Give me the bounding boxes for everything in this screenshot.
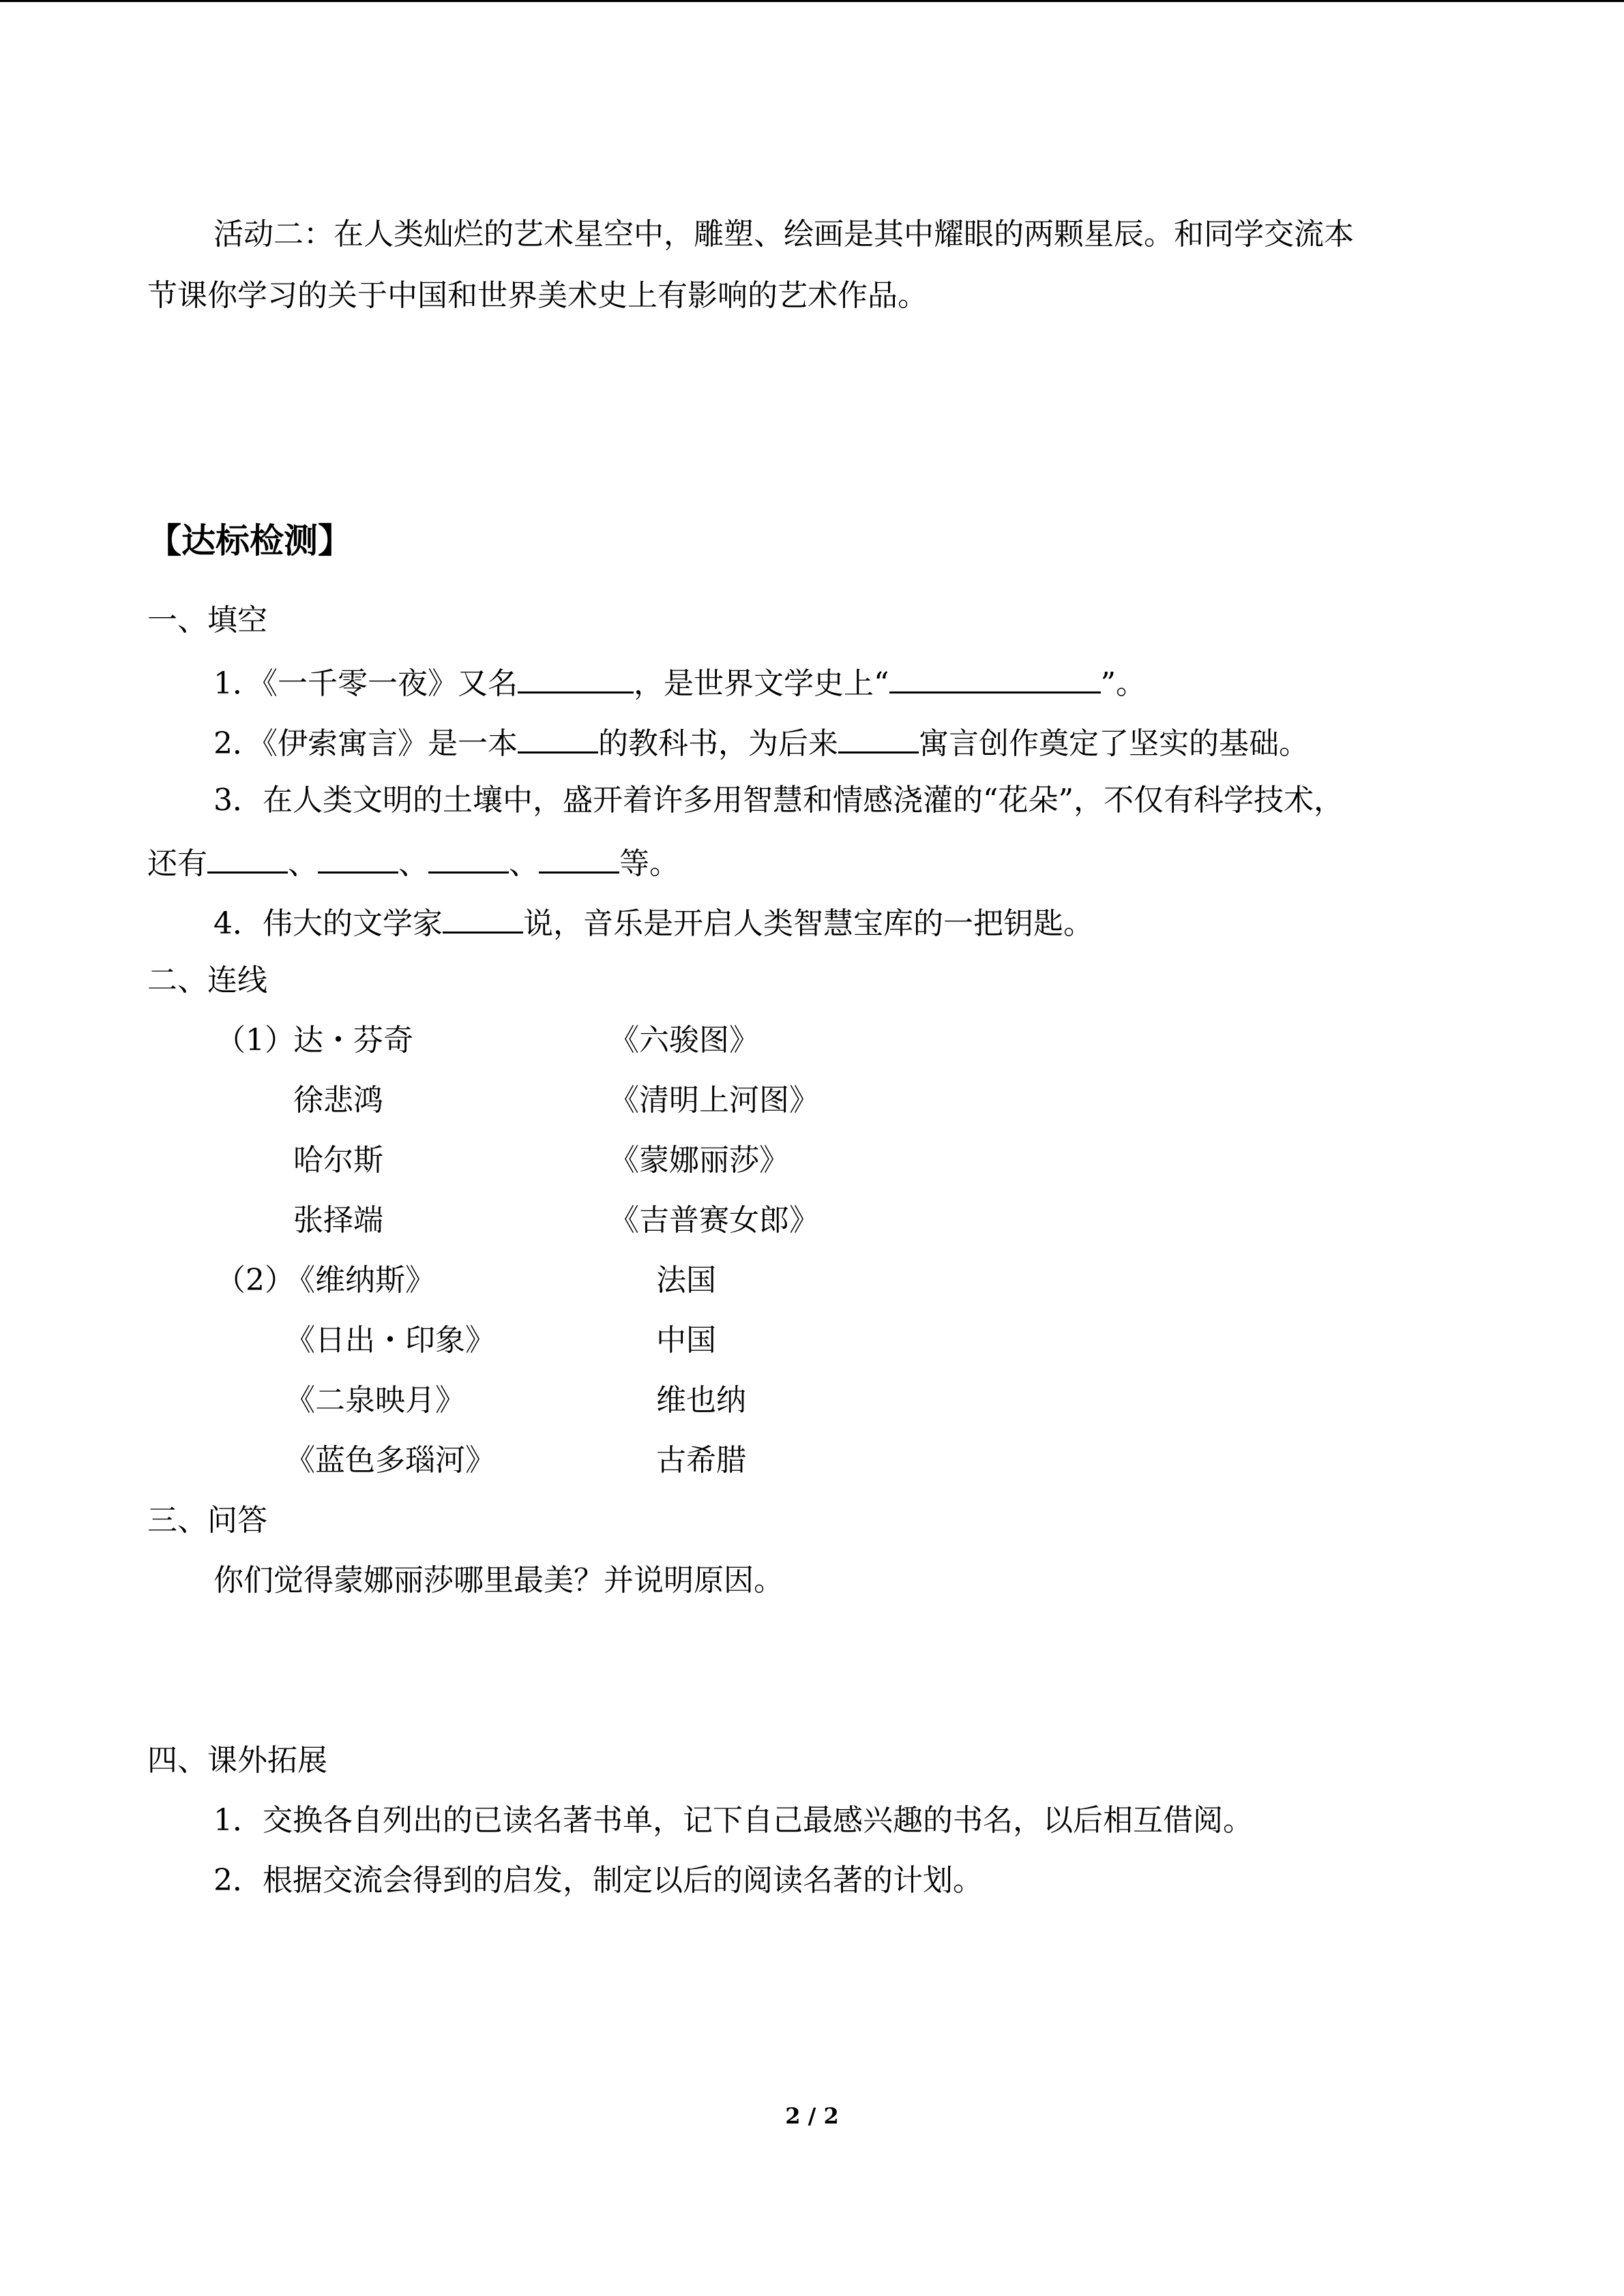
q1-blank-2[interactable] [889,660,1101,694]
q4-blank-1[interactable] [443,900,523,934]
fill-blank-q3-line2 [147,840,679,884]
q2-text-c: 寓言创作奠定了坚实的基础。 [919,726,1309,761]
match-group1-left-1[interactable]: 达・芬奇 [293,1023,413,1058]
q3-sep-1: 、 [288,846,318,881]
qa-question: 你们觉得蒙娜丽莎哪里最美？并说明原因。 [213,1563,784,1598]
q4-text-b: 说，音乐是开启人类智慧宝库的一把钥匙。 [523,906,1093,941]
matching-heading: 二、连线 [147,963,267,998]
q3-blank-1[interactable] [207,840,288,874]
q1-text-a: 1．《一千零一夜》又名 [213,666,518,701]
match-group1-right-1[interactable]: 《六骏图》 [609,1023,759,1058]
extension-heading: 四、课外拓展 [147,1743,327,1778]
fill-blank-q4 [213,900,1093,944]
qa-heading: 三、问答 [147,1503,267,1538]
match-group1-left-3[interactable]: 哈尔斯 [293,1143,383,1178]
extension-item-2: 2．根据交流会得到的启发，制定以后的阅读名著的计划。 [213,1863,983,1898]
page-number: 2 / 2 [785,2103,839,2129]
q2-text-a: 2．《伊索寓言》是一本 [213,726,518,761]
q1-text-c: ”。 [1100,666,1146,701]
activity2-line1: 活动二：在人类灿烂的艺术星空中，雕塑、绘画是其中耀眼的两颗星辰。和同学交流本 [213,217,1354,252]
match-group2-right-2[interactable]: 中国 [656,1323,716,1358]
match-group1-prefix: （1） [216,1023,295,1058]
match-group2-prefix: （2） [216,1263,295,1298]
q3-sep-2: 、 [398,846,428,881]
extension-item-1: 1．交换各自列出的已读名著书单，记下自己最感兴趣的书名，以后相互借阅。 [213,1803,1253,1838]
q4-text-a: 4．伟大的文学家 [213,906,443,941]
match-group2-left-4[interactable]: 《蓝色多瑙河》 [285,1443,495,1478]
q3-text-end: 等。 [619,846,679,881]
match-group2-right-1[interactable]: 法国 [656,1263,716,1298]
q1-blank-1[interactable] [518,660,634,694]
match-group1-left-2[interactable]: 徐悲鸿 [293,1083,383,1118]
match-group1-right-2[interactable]: 《清明上河图》 [609,1083,819,1118]
match-group1-right-4[interactable]: 《吉普赛女郎》 [609,1203,819,1238]
match-group1-right-3[interactable]: 《蒙娜丽莎》 [609,1143,789,1178]
section-title: 【达标检测】 [147,520,352,561]
fill-blank-q1 [213,660,1146,704]
q3-sep-3: 、 [509,846,539,881]
q3-blank-2[interactable] [318,840,398,874]
q3-blank-4[interactable] [539,840,619,874]
match-group2-right-3[interactable]: 维也纳 [656,1383,746,1418]
fill-blank-q2 [213,720,1309,764]
match-group2-left-1[interactable]: 《维纳斯》 [285,1263,435,1298]
match-group2-right-4[interactable]: 古希腊 [656,1443,746,1478]
q3-blank-3[interactable] [428,840,509,874]
fill-blank-q3-line1: 3．在人类文明的土壤中，盛开着许多用智慧和情感浇灌的“花朵”，不仅有科学技术， [213,783,1344,818]
q2-blank-2[interactable] [838,720,919,754]
q3-text-a: 还有 [147,846,207,881]
match-group2-left-3[interactable]: 《二泉映月》 [285,1383,465,1418]
match-group1-left-4[interactable]: 张择端 [293,1203,383,1238]
fill-blank-heading: 一、填空 [147,603,267,638]
activity2-line2: 节课你学习的关于中国和世界美术史上有影响的艺术作品。 [147,278,928,313]
q2-text-b: 的教科书，为后来 [598,726,838,761]
match-group2-left-2[interactable]: 《日出・印象》 [285,1323,495,1358]
q2-blank-1[interactable] [518,720,598,754]
q1-text-b: ，是世界文学史上“ [634,666,889,701]
